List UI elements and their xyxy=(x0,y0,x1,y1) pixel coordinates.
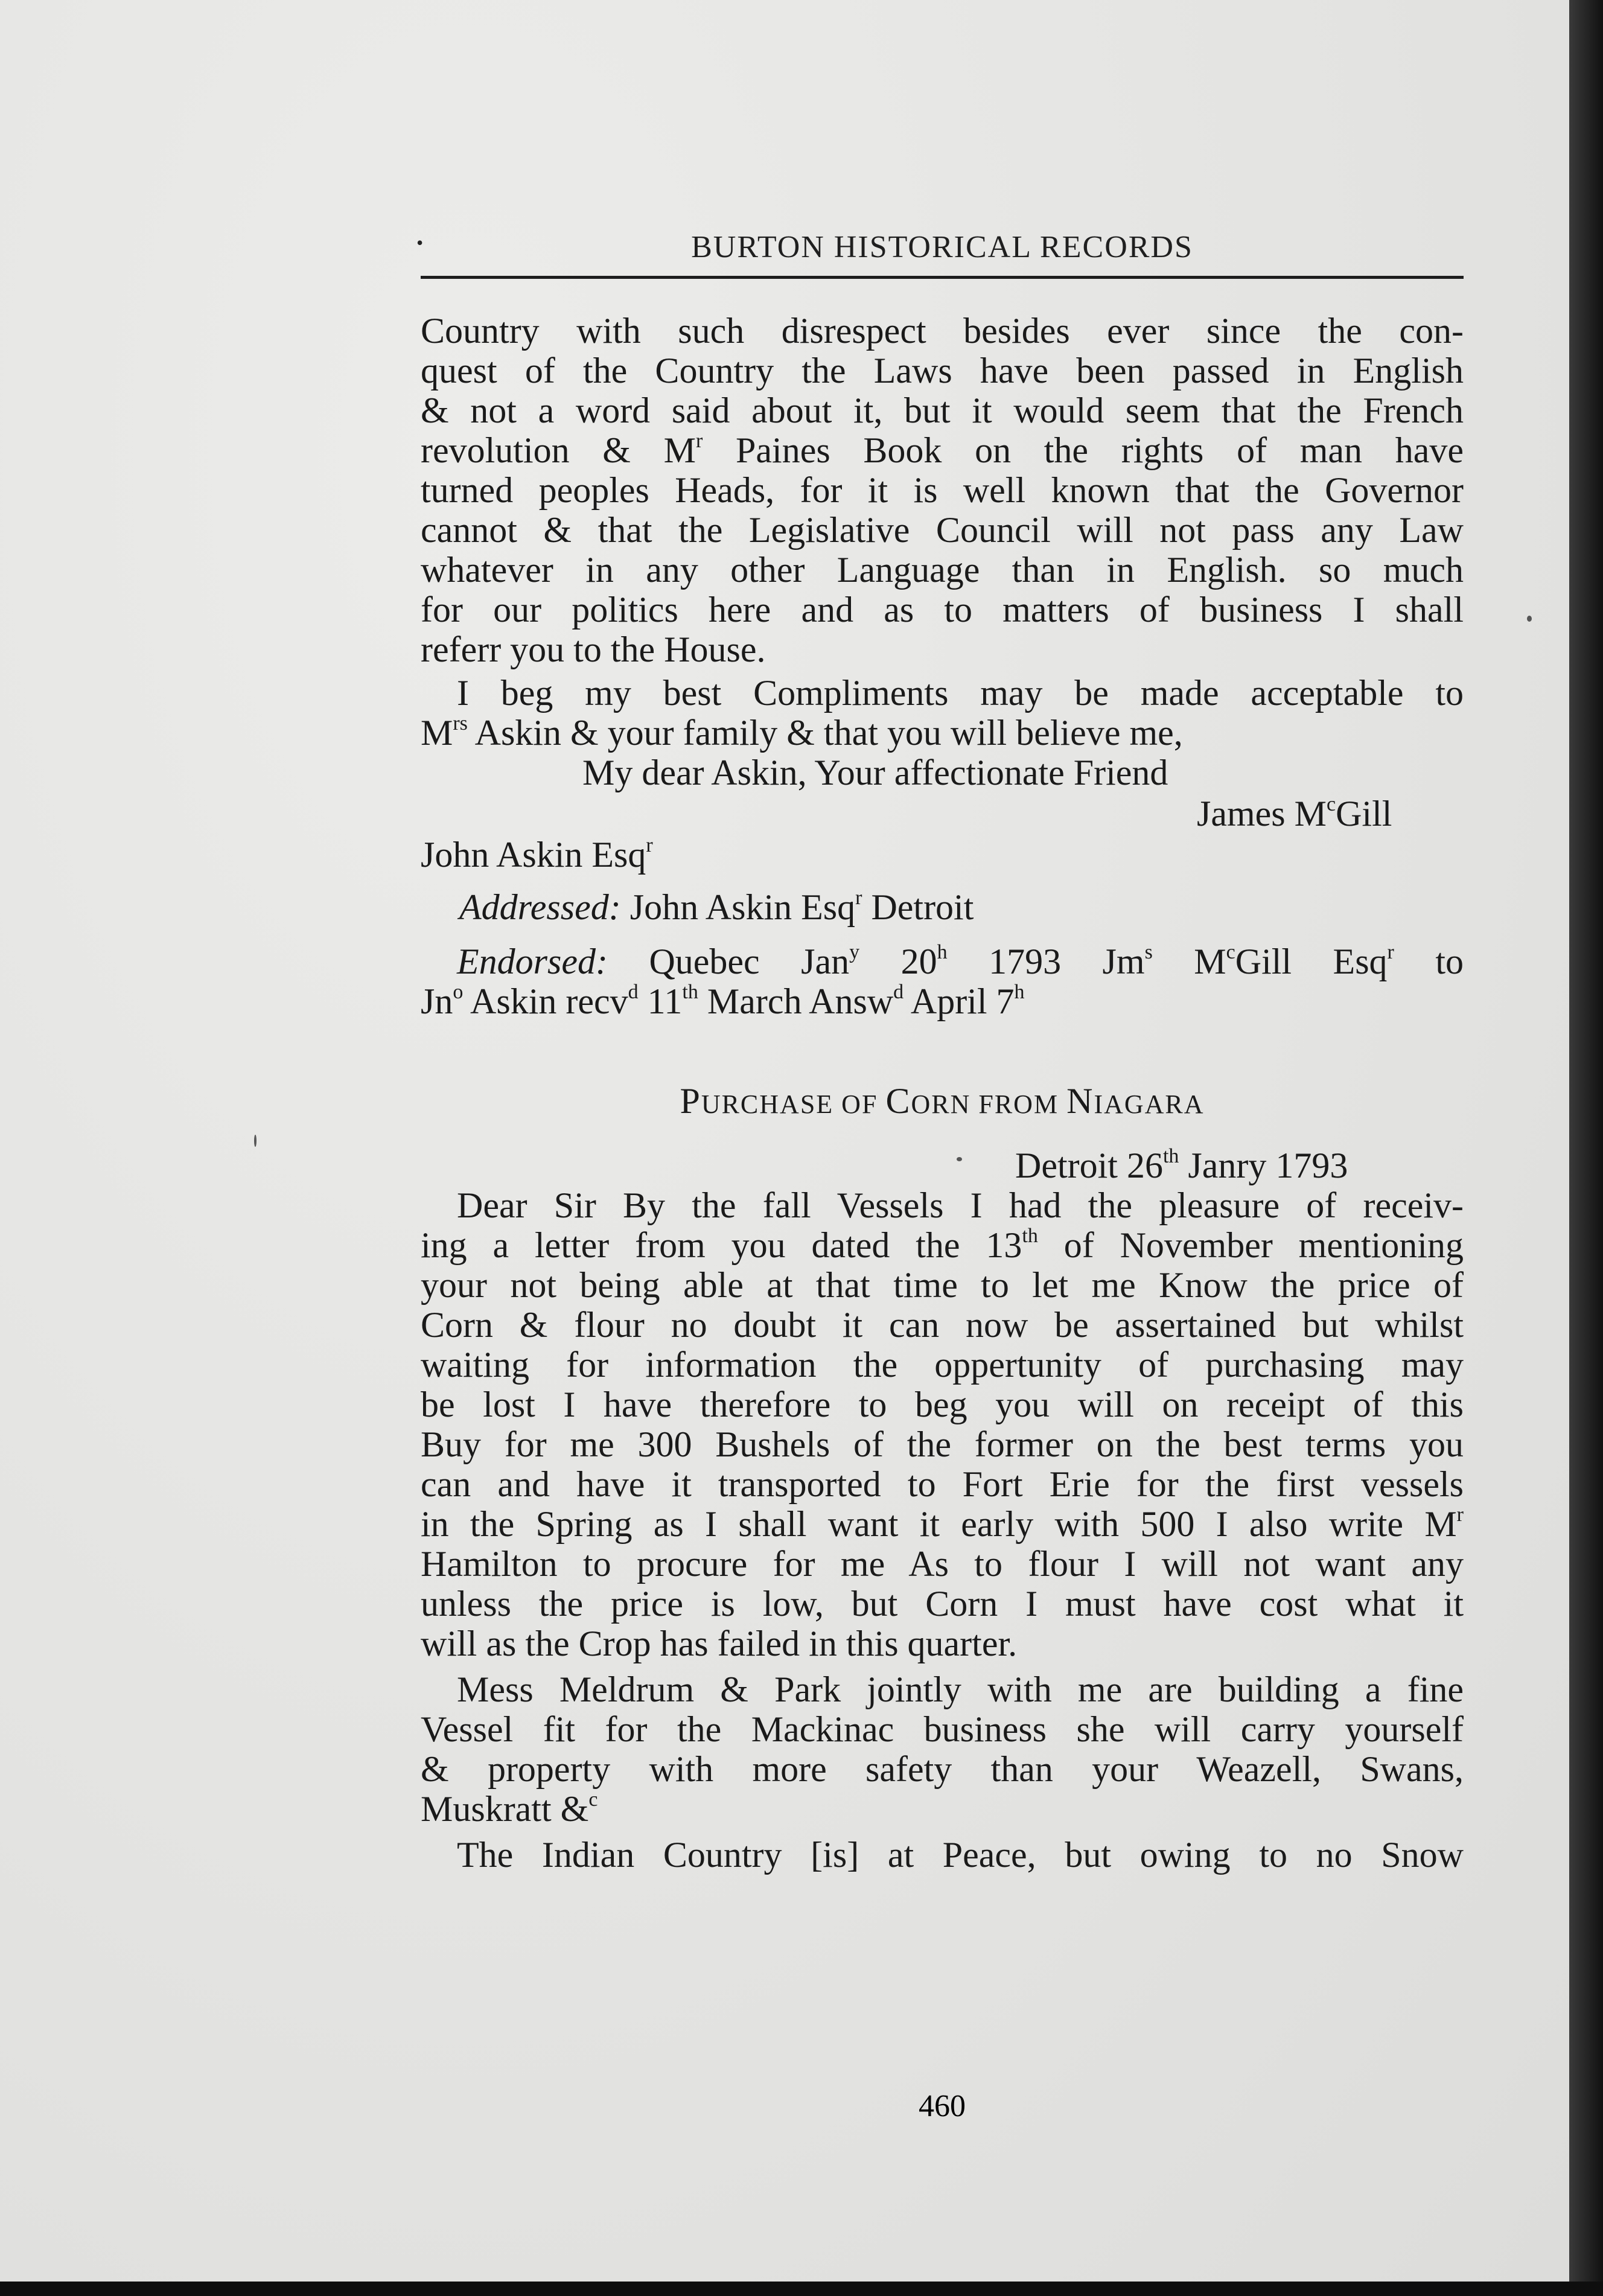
text-line: & property with more safety than your Weazell, Swans, xyxy=(421,1749,1464,1789)
text-line: I beg my best Compliments may be made acceptable to xyxy=(457,673,1464,713)
text-line: in the Spring as I shall want it early with 500 I also write $M^r$ xyxy=(421,1504,1464,1544)
dateline: Detroit 26th Janry 1793 xyxy=(1015,1145,1348,1185)
text-line: turned peoples Heads, for it is well known that the Governor xyxy=(421,470,1464,510)
text-line: cannot & that the Legislative Council will not pass any Law xyxy=(421,510,1464,550)
text-line: waiting for information the oppertunity of purchasing may xyxy=(421,1345,1464,1385)
text-line: The Indian Country [is] at Peace, but owing to no Snow xyxy=(457,1835,1464,1875)
closing-line: My dear Askin, Your affectionate Friend xyxy=(582,753,1168,792)
endorsed-note: Endorsed: Quebec Jan$^y$ 20$^h$ 1793 Jm$^s$ $M^cGill$ Esq$^r$ to xyxy=(457,941,1464,981)
text-line: $M^{rs}$ Askin & your family & that you will believe me, xyxy=(421,712,1183,753)
text-line: whatever in any other Language than in English. so much xyxy=(421,550,1464,590)
text-line: Mess Meldrum & Park jointly with me are building a fine xyxy=(457,1669,1464,1709)
section-heading: PURCHASE OF CORN FROM NIAGARA xyxy=(680,1081,1205,1121)
text-line: Dear Sir By the fall Vessels I had the pleasure of receiv- xyxy=(457,1185,1464,1225)
text-line: ing a letter from you dated the 13th of November mentioning xyxy=(421,1225,1464,1265)
text-line: Vessel fit for the Mackinac business she will carry yourself xyxy=(421,1709,1464,1749)
text-line: Muskratt &$^c$ xyxy=(421,1788,598,1829)
header-dot: • xyxy=(416,232,424,254)
paper-speck xyxy=(1527,616,1532,622)
endorsed-note-cont: Jn$^o$ Askin recv$^d$ 11th March Answ$^d$ April 7$^h$ xyxy=(421,981,1025,1021)
page-edge-shadow xyxy=(1569,0,1603,2296)
text-line: revolution & $M^r$ Paines Book on the rights of man have xyxy=(421,430,1464,470)
text-line: unless the price is low, but Corn I must have cost what it xyxy=(421,1584,1464,1624)
page-bottom-shadow xyxy=(0,2282,1603,2296)
text-line: be lost I have therefore to beg you will on receipt of this xyxy=(421,1385,1464,1424)
paper-speck xyxy=(957,1157,962,1161)
paper-speck xyxy=(254,1135,257,1147)
running-header: BURTON HISTORICAL RECORDS xyxy=(691,230,1193,264)
signature: James $M^cGill$ xyxy=(1197,793,1392,834)
header-rule xyxy=(421,276,1464,279)
text-line: your not being able at that time to let me Know the price of xyxy=(421,1265,1464,1305)
text-line: Corn & flour no doubt it can now be assertained but whilst xyxy=(421,1305,1464,1345)
text-line: & not a word said about it, but it would seem that the French xyxy=(421,391,1464,430)
recipient: John Askin Esq$^r$ xyxy=(421,834,653,875)
text-line: referr you to the House. xyxy=(421,630,766,669)
text-line: for our politics here and as to matters of business I shall xyxy=(421,590,1464,630)
text-line: can and have it transported to Fort Erie for the first vessels xyxy=(421,1464,1464,1504)
text-line: quest of the Country the Laws have been passed in English xyxy=(421,351,1464,391)
text-line: Hamilton to procure for me As to flour I will not want any xyxy=(421,1544,1464,1584)
text-line: Buy for me 300 Bushels of the former on the best terms you xyxy=(421,1424,1464,1464)
addressed-note: Addressed: John Askin Esq$^r$ Detroit xyxy=(459,887,974,927)
text-line: Country with such disrespect besides ever since the con- xyxy=(421,311,1464,351)
page-number: 460 xyxy=(919,2089,966,2123)
text-line: will as the Crop has failed in this quarter. xyxy=(421,1624,1018,1663)
